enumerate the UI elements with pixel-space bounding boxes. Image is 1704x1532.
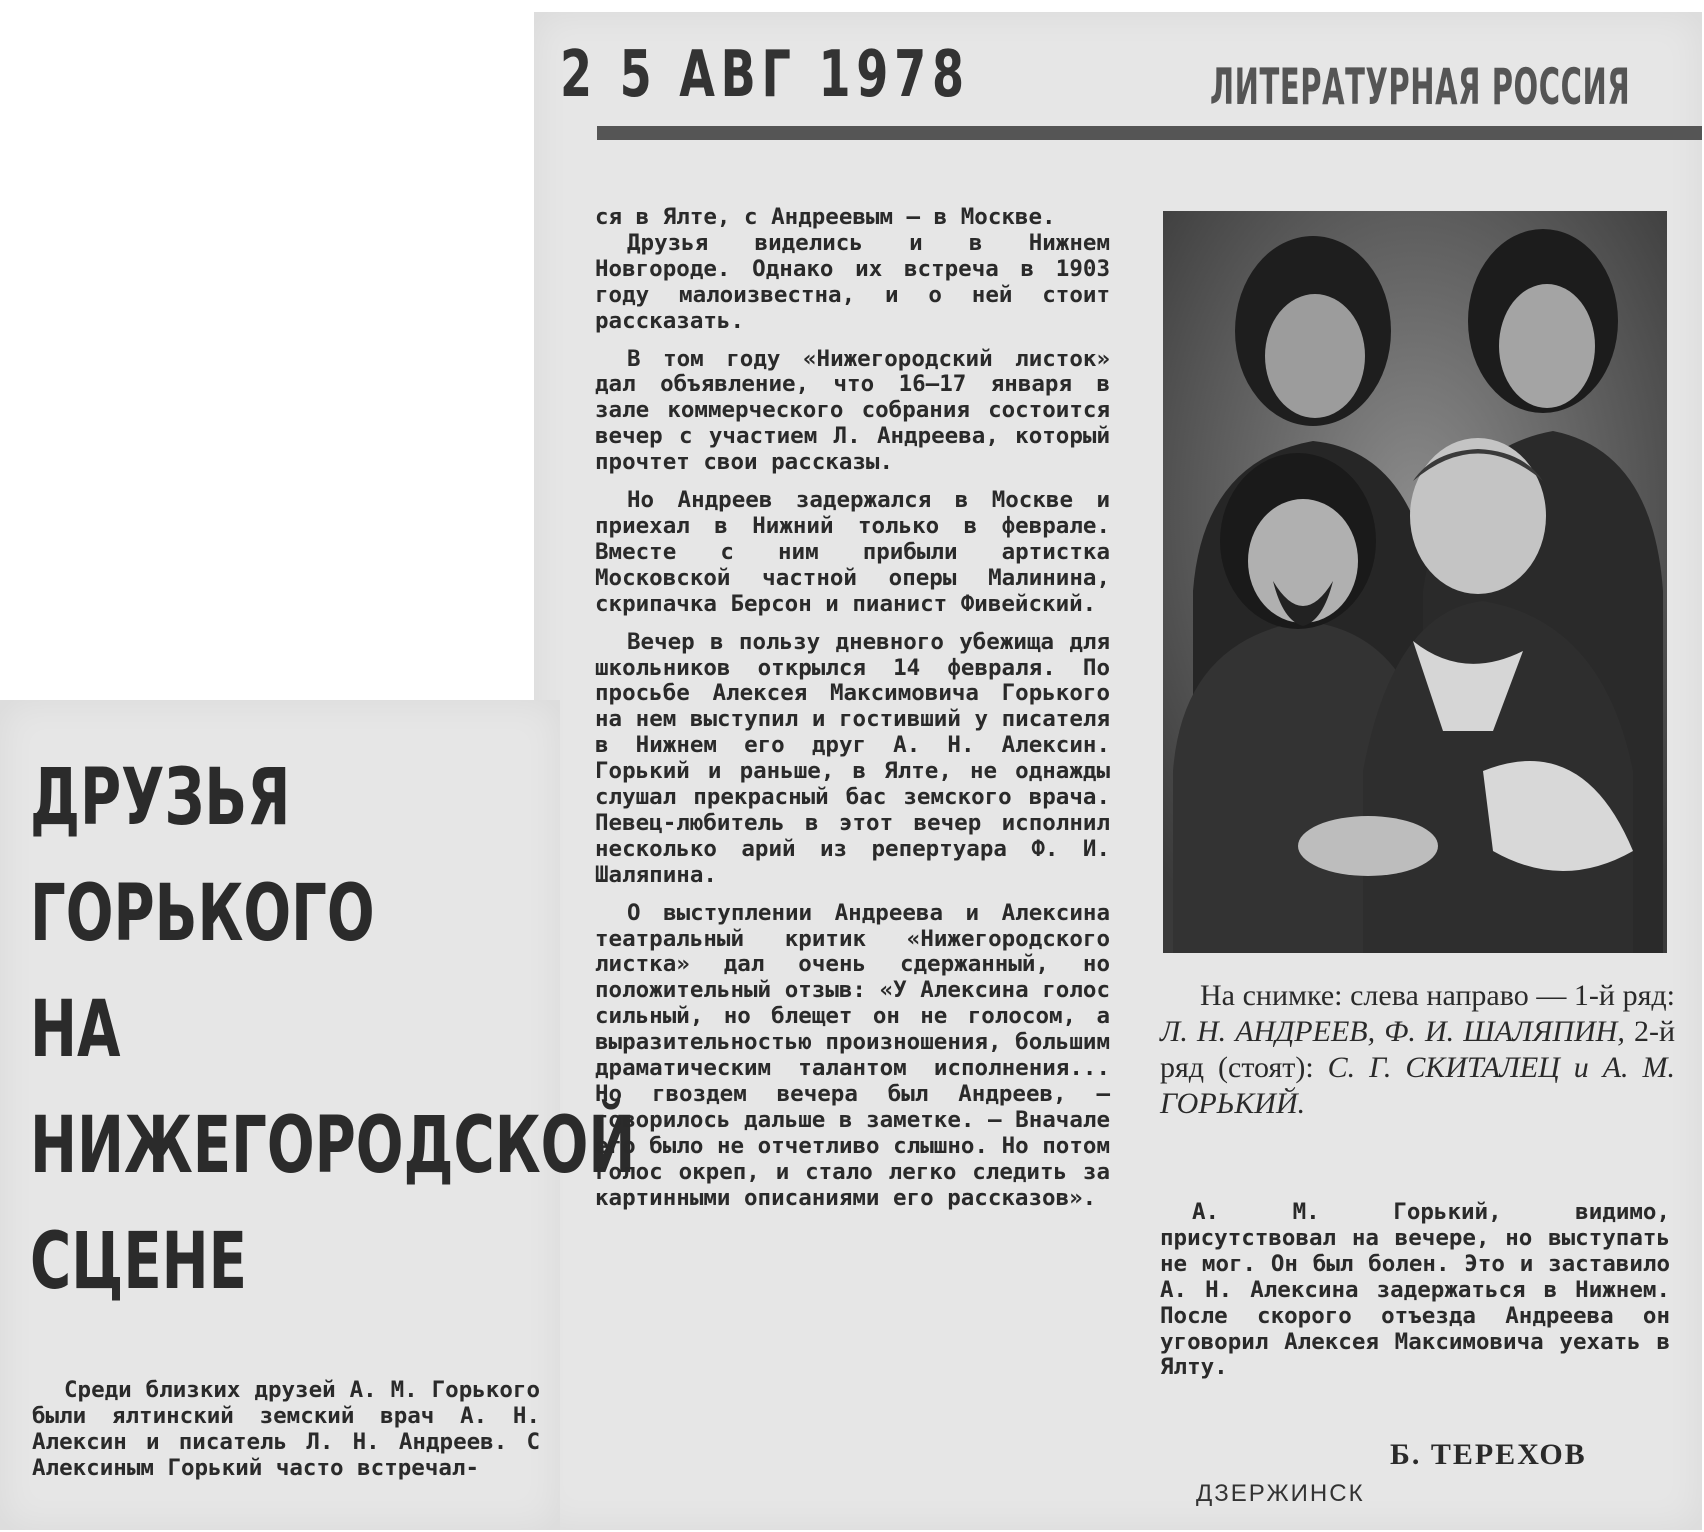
masthead-rule bbox=[597, 126, 1702, 140]
author-signature: Б. ТЕРЕХОВ bbox=[1390, 1438, 1587, 1471]
headline-line: ГОРЬКОГО bbox=[30, 869, 375, 959]
caption-names-row2: С. Г. СКИТАЛЕЦ bbox=[1327, 1051, 1560, 1084]
author-city: ДЗЕРЖИНСК bbox=[1196, 1480, 1365, 1507]
paragraph: Среди близких друзей А. М. Горького были ялтинский земский врач А. Н. Алексин и писатель Л. Н. Андреев. С Алексиным Горький часто встречал- bbox=[32, 1377, 540, 1481]
portrait-illustration bbox=[1163, 211, 1667, 953]
paragraph: Вечер в пользу дневного убежища для школьников открылся 14 февраля. По просьбе Алексея Максимовича Горького на нем выступил и гостивший у писателя в Нижнем его друг А. Н. Алексин. Горький и раньше, в Ялте, не однажды слушал прекрасный бас земского врача. Певец-любитель в этот вечер исполнил несколько арий из репертуара Ф. И. Шаляпина. bbox=[595, 628, 1110, 888]
newspaper-masthead: ЛИТЕРАТУРНАЯ РОССИЯ bbox=[1210, 58, 1631, 116]
paragraph: Друзья виделись и в Нижнем Новгороде. Однако их встреча в 1903 году малоизвестна, и о ней стоит рассказать. bbox=[595, 229, 1110, 334]
article-column-right bbox=[1160, 1200, 1670, 1381]
paragraph: О выступлении Андреева и Алексина театральный критик «Нижегородского листка» дал очень сдержанный, но положительный отзыв: «У Алексина голос сильный, но блещет он не голосом, а выразительностью произношения, большим драматическим талантом исполнения... Но гвоздем вечера был Андреев, — говорилось дальше в заметке. — Вначале его было не отчетливо слышно. Но потом голос окреп, и стало легко следить за картинными описаниями его рассказов». bbox=[595, 899, 1110, 1211]
article-column-middle bbox=[595, 205, 1110, 1212]
paragraph: ся в Ялте, с Андреевым — в Москве. bbox=[595, 204, 1056, 230]
headline-line: НА bbox=[30, 985, 121, 1075]
group-portrait-photo bbox=[1163, 211, 1667, 953]
caption-intro: На снимке: слева направо — 1-й ряд: bbox=[1200, 979, 1675, 1012]
article-column-left bbox=[32, 1378, 540, 1482]
paragraph: А. М. Горький, видимо, присутствовал на вечере, но выступать не мог. Он был болен. Это и заставило А. Н. Алексина задержаться в Нижнем. После скорого отъезда Андреева он уговорил Алексея Максимовича уехать в Ялту. bbox=[1160, 1199, 1670, 1381]
paragraph: В том году «Нижегородский листок» дал объявление, что 16—17 января в зале коммерческого собрания состоится вечер с участием Л. Андреева, который прочтет свои рассказы. bbox=[595, 345, 1110, 476]
paragraph: Но Андреев задержался в Москве и приехал в Нижний только в феврале. Вместе с ним прибыли артистка Московской частной оперы Малинина, скрипачка Берсон и пианист Фивейский. bbox=[595, 487, 1110, 617]
caption-row2-intro: 2-й ряд (стоят): bbox=[1160, 1015, 1675, 1084]
date-stamp: 2 5 АВГ 1978 bbox=[560, 38, 970, 112]
caption-and: и bbox=[1559, 1051, 1603, 1084]
caption-names-row1: Л. Н. АНДРЕЕВ, Ф. И. ШАЛЯПИН, bbox=[1160, 1015, 1625, 1048]
headline-line: НИЖЕГОРОДСКОЙ bbox=[30, 1101, 636, 1191]
caption-last-name: А. М. ГОРЬКИЙ. bbox=[1160, 1051, 1675, 1120]
headline-line: СЦЕНЕ bbox=[30, 1217, 248, 1307]
article-headline bbox=[30, 740, 635, 1320]
photo-caption bbox=[1160, 978, 1675, 1122]
headline-line: ДРУЗЬЯ bbox=[30, 753, 291, 843]
